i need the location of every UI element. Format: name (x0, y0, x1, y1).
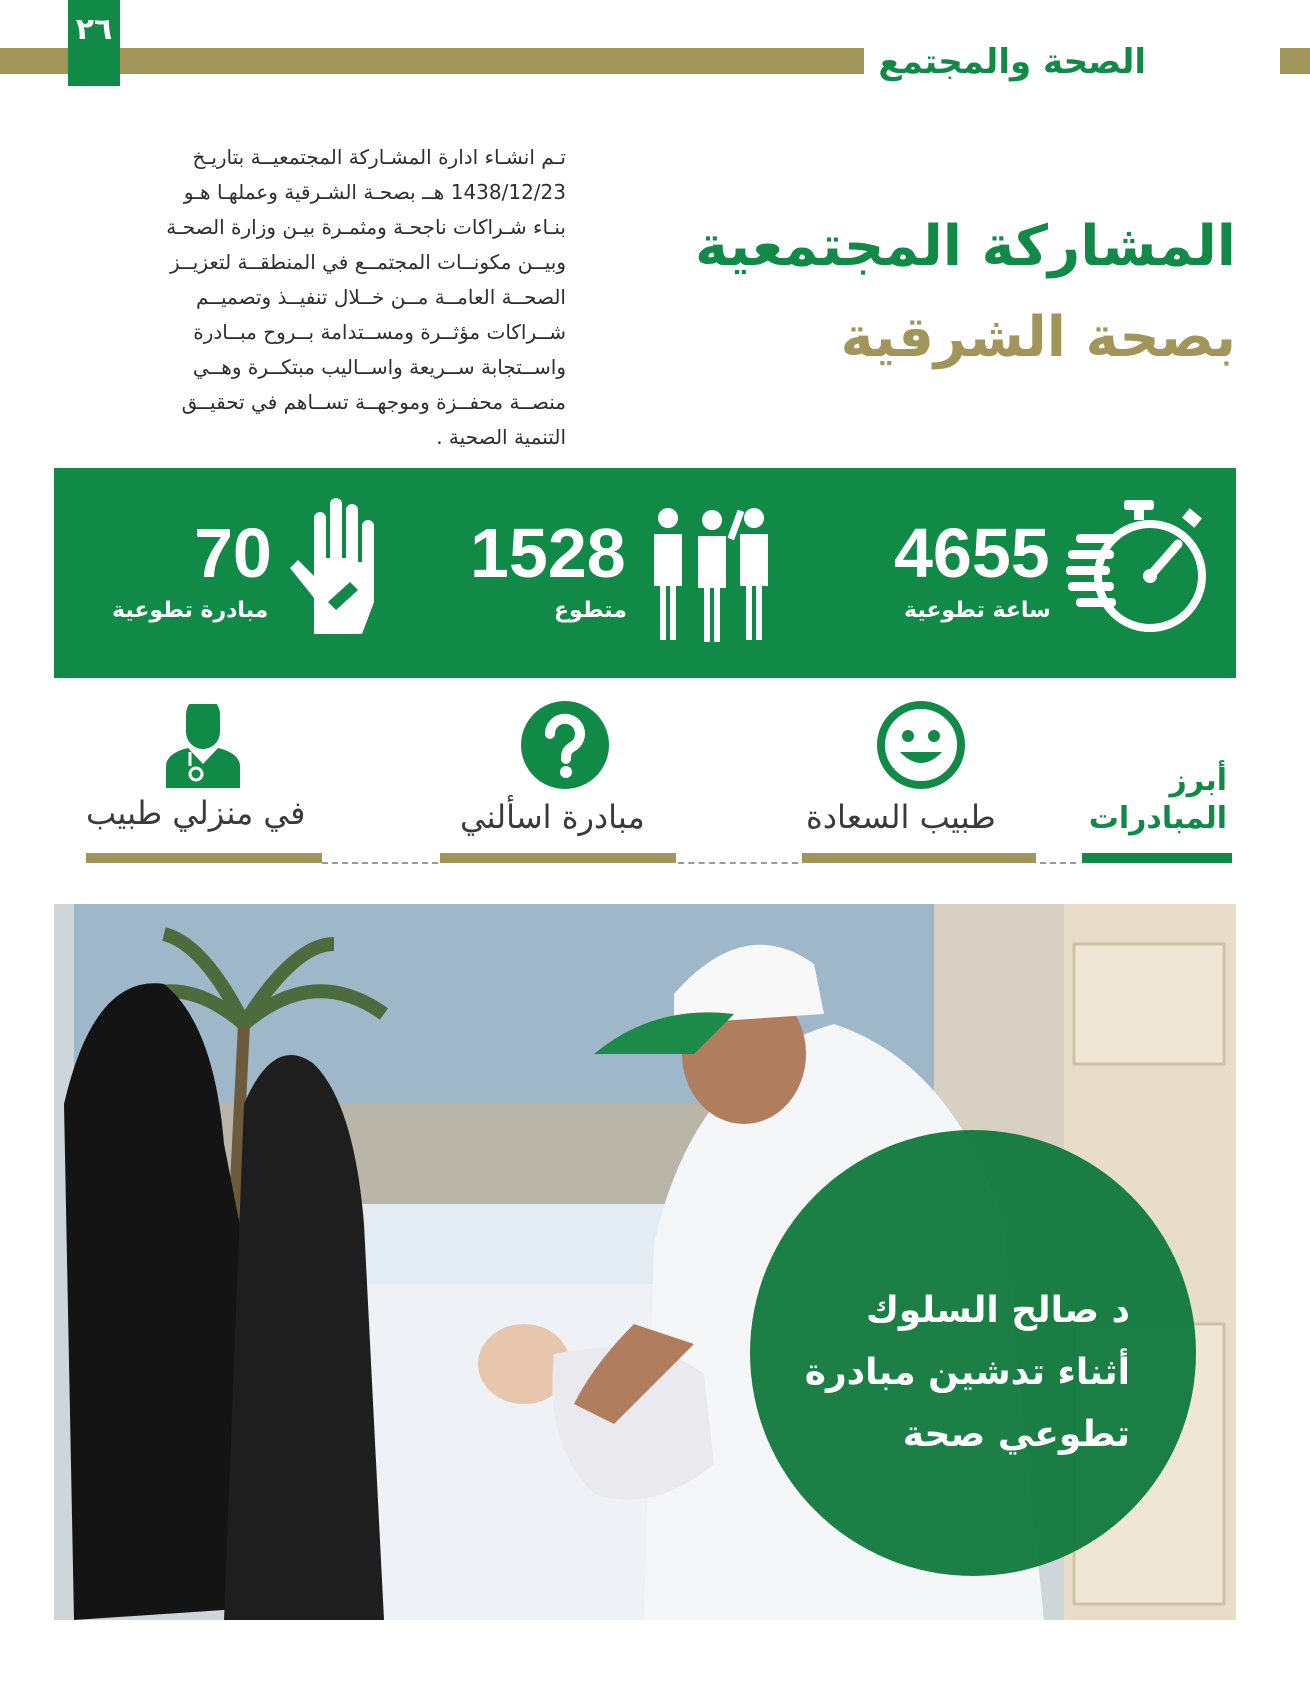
photo-caption (805, 1280, 1130, 1466)
initiatives-heading-underline (1082, 853, 1232, 863)
intro-line: تـم انشـاء ادارة المشـاركة المجتمعيــة بتاريـخ (192, 145, 566, 169)
intro-paragraph (76, 140, 566, 455)
intro-line: شــراكات مؤثــرة ومســتدامة بــروح مبــادرة (193, 320, 566, 344)
intro-line: الصحــة العامــة مــن خــلال تنفيــذ وتصميــم (195, 285, 566, 309)
stat-initiatives-value: 70 (194, 514, 272, 592)
photo-caption-line: د صالح السلوك (865, 1290, 1130, 1331)
stopwatch-icon (1066, 498, 1216, 638)
stat-hours-label: ساعة تطوعية (904, 598, 1051, 623)
stats-band (54, 468, 1236, 678)
initiatives-heading-line1: أبرز (1169, 763, 1227, 798)
page-number-box (68, 0, 120, 86)
photo-caption-line: تطوعي صحة (902, 1414, 1130, 1455)
divider-dash (1040, 862, 1076, 864)
section-title: الصحة والمجتمع (864, 40, 1160, 84)
page-title-line2: بصحة الشرقية (840, 305, 1236, 370)
stat-volunteers-label: متطوع (554, 598, 627, 623)
initiative-underline (86, 853, 322, 863)
intro-line: بنـاء شـراكات ناجحـة ومثمـرة بيـن وزارة الصحـة (166, 215, 566, 239)
intro-line: منصــة محفــزة وموجهــة تســاهم في تحقيــق (181, 390, 566, 414)
intro-line: واســتجابة ســريعة واســاليب مبتكــرة وهــي (192, 355, 566, 379)
header-bar-left (0, 48, 900, 74)
stat-volunteers-value: 1528 (470, 514, 626, 592)
initiative-underline (802, 853, 1036, 863)
initiatives-heading (1089, 762, 1227, 838)
initiative-underline (440, 853, 676, 863)
smiley-icon (876, 700, 966, 790)
divider-dash (678, 862, 798, 864)
initiative-label: مبادرة اسألني (460, 798, 645, 836)
page-number: ٢٦ (75, 12, 113, 47)
doctor-icon (166, 704, 240, 788)
volunteers-icon (648, 506, 778, 646)
divider-dash (322, 862, 438, 864)
intro-line: 1438/12/23 هــ بصحـة الشـرقية وعملهـا هـو (183, 180, 566, 204)
stat-hours-value: 4655 (894, 514, 1050, 592)
initiatives-heading-line2: المبادرات (1088, 801, 1227, 836)
page-title-line1: المشاركة المجتمعية (695, 214, 1236, 279)
initiative-label: في منزلي طبيب (86, 794, 306, 832)
intro-line: وبيــن مكونــات المجتمــع في المنطقــة لتعزيــز (170, 250, 566, 274)
stat-initiatives-label: مبادرة تطوعية (112, 598, 269, 623)
header-bar-right (1280, 48, 1310, 74)
hand-icon (284, 498, 384, 638)
question-icon (520, 700, 610, 790)
photo-caption-line: أثناء تدشين مبادرة (804, 1352, 1130, 1393)
initiative-label: طبيب السعادة (806, 798, 996, 836)
intro-line: التنمية الصحية . (436, 425, 566, 449)
